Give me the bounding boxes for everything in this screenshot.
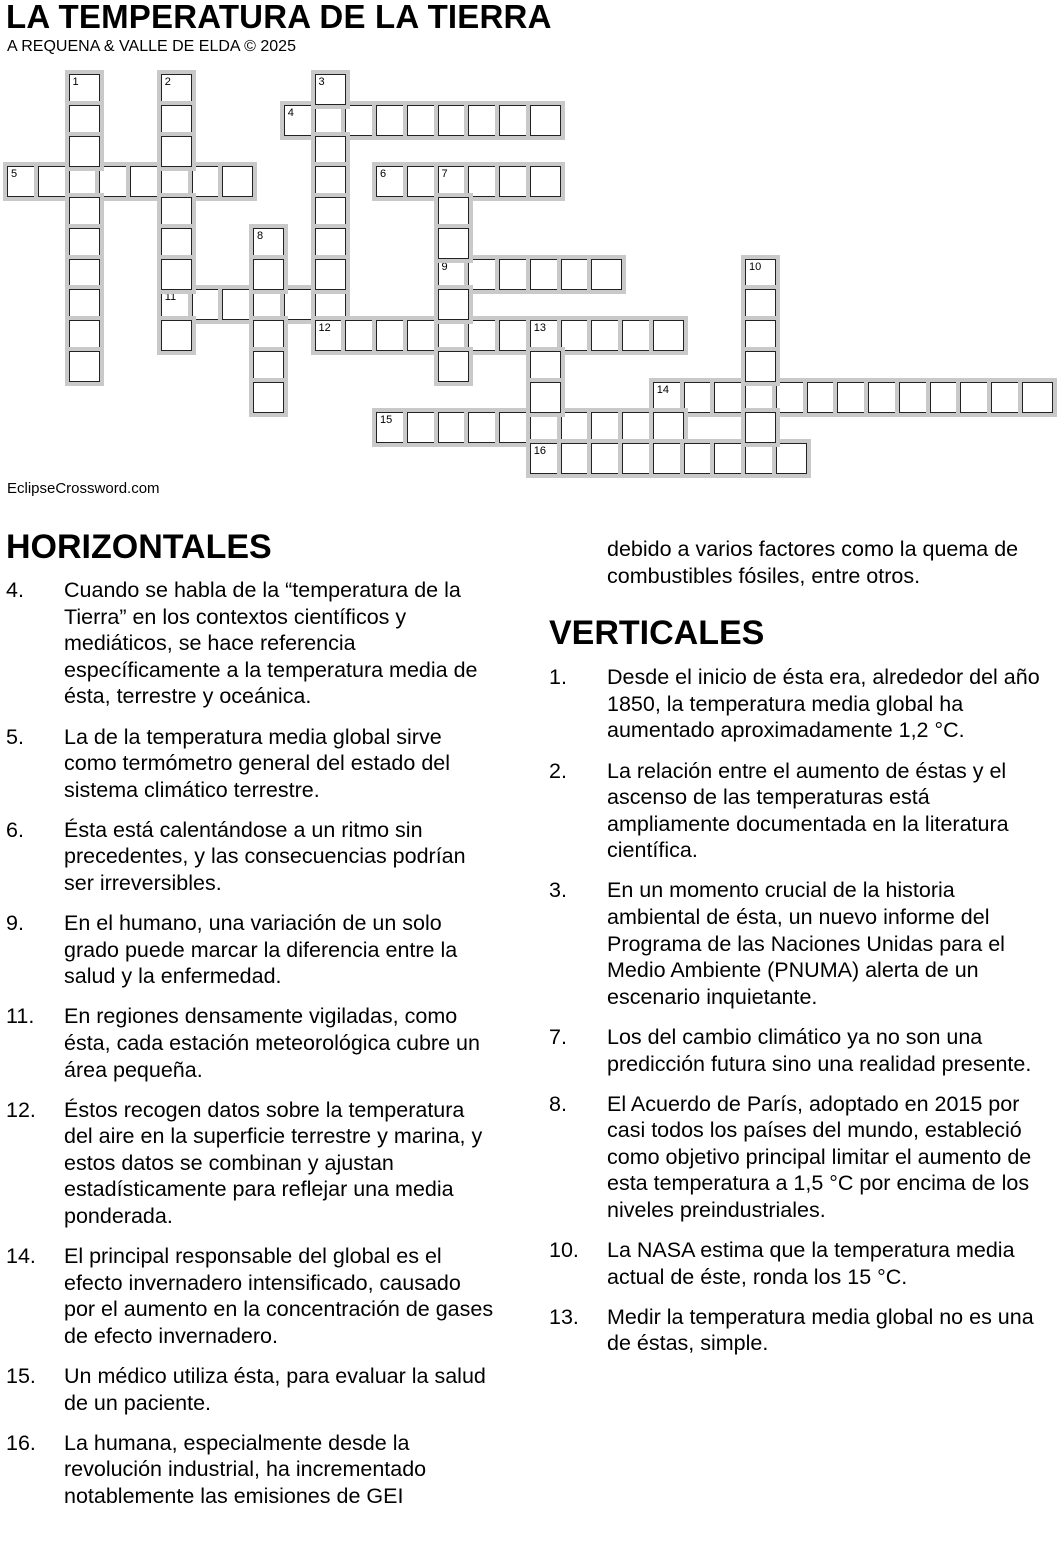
clue-text: Desde el inicio de ésta era, alrededor del año 1850, la temperatura media global ha aumentado aproximadamente 1,2 °C.: [607, 665, 1040, 743]
grid-cell[interactable]: [714, 443, 745, 474]
clue-text: El Acuerdo de París, adoptado en 2015 por casi todos los países del mundo, estableció como objetivo principal limitar el aumento de esta temperatura a 1,5 °C por encima de los niveles preindustriales.: [607, 1091, 1032, 1222]
clue-text: En regiones densamente vigiladas, como ésta, cada estación meteorológica cubre un área pequeña.: [64, 1004, 480, 1082]
grid-cell[interactable]: [253, 259, 284, 290]
clue-number: 1: [72, 76, 79, 88]
grid-cell[interactable]: [161, 136, 192, 167]
grid-cell[interactable]: [315, 259, 346, 290]
grid-cell[interactable]: [468, 166, 499, 197]
grid-cell[interactable]: [222, 289, 253, 320]
clue-number: 2: [164, 76, 171, 88]
grid-cell[interactable]: [499, 412, 530, 443]
vertical-clue: [549, 1091, 1049, 1224]
grid-cell[interactable]: [530, 382, 561, 413]
grid-cell[interactable]: [499, 166, 530, 197]
grid-cell[interactable]: [499, 259, 530, 290]
clue-num: 5.: [6, 724, 24, 749]
grid-cell[interactable]: [468, 105, 499, 136]
grid-cell[interactable]: [807, 382, 838, 413]
clue-num: 8.: [549, 1091, 567, 1116]
clue-num: 6.: [6, 817, 24, 842]
horizontal-clue-continuation: debido a varios factores como la quema de combustibles fósiles, entre otros.: [607, 537, 1019, 588]
vertical-clue: [549, 1237, 1049, 1290]
credit-link[interactable]: EclipseCrossword.com: [7, 480, 160, 497]
grid-cell[interactable]: [345, 320, 376, 351]
grid-cell[interactable]: [69, 259, 100, 290]
grid-cell[interactable]: [438, 320, 469, 351]
grid-cell[interactable]: [284, 105, 315, 136]
grid-cell[interactable]: [745, 382, 776, 413]
grid-cell[interactable]: [653, 320, 684, 351]
grid-cell[interactable]: [468, 320, 499, 351]
grid-cell[interactable]: [253, 351, 284, 382]
grid-cell[interactable]: [653, 382, 684, 413]
grid-cell[interactable]: [745, 320, 776, 351]
grid-cell[interactable]: [69, 289, 100, 320]
grid-cell[interactable]: [837, 382, 868, 413]
clue-number: 3: [318, 76, 325, 88]
grid-cell[interactable]: [622, 412, 653, 443]
clue-number: 11: [164, 291, 177, 304]
clue-num: 9.: [6, 911, 24, 936]
clue-text: Medir la temperatura media global no es una de éstas, simple.: [607, 1304, 1034, 1356]
clues-left-column: [6, 528, 496, 1523]
grid-cell[interactable]: [192, 166, 223, 197]
clues-right-column: [549, 536, 1049, 1370]
grid-cell[interactable]: [899, 382, 930, 413]
grid-cell[interactable]: [315, 105, 346, 136]
grid-cell[interactable]: [591, 320, 622, 351]
grid-cell[interactable]: [69, 105, 100, 136]
clue-text: Ésta está calentándose a un ritmo sin precedentes, y las consecuencias podrían ser irreversibles.: [64, 817, 466, 896]
grid-cell[interactable]: [69, 166, 100, 197]
clue-num: 2.: [549, 758, 567, 783]
clue-text: Éstos recogen datos sobre la temperatura del aire en la superficie terrestre y marina, y estos datos se combinan y ajustan estadísticamente para reflejar una media ponderada.: [64, 1097, 483, 1229]
grid-cell[interactable]: [161, 228, 192, 259]
clue-number: 15: [380, 414, 393, 427]
grid-cell[interactable]: [776, 382, 807, 413]
grid-cell[interactable]: [591, 259, 622, 290]
clue-number: 6: [380, 168, 387, 181]
clue-num: 10.: [549, 1238, 579, 1263]
grid-cell[interactable]: [530, 259, 561, 290]
grid-cell[interactable]: [407, 412, 438, 443]
grid-cell[interactable]: [776, 443, 807, 474]
grid-cell[interactable]: [69, 74, 100, 105]
grid-cell[interactable]: [407, 166, 438, 197]
grid-cell[interactable]: [930, 382, 961, 413]
grid-cell[interactable]: [376, 412, 407, 443]
grid-cell[interactable]: [868, 382, 899, 413]
grid-cell[interactable]: [99, 166, 130, 197]
grid-cell[interactable]: [376, 105, 407, 136]
grid-cell[interactable]: [253, 228, 284, 259]
grid-cell[interactable]: [376, 320, 407, 351]
horizontal-clue: [6, 1003, 496, 1083]
grid-cell[interactable]: [38, 166, 69, 197]
clue-text: El principal responsable del global es el efecto invernadero intensificado, causado por el aumento en la concentración de gases de efecto invernadero.: [64, 1244, 494, 1348]
grid-cell[interactable]: [468, 259, 499, 290]
vertical-clue-list: [549, 664, 1049, 1357]
clue-number: 10: [749, 260, 762, 273]
grid-cell[interactable]: [315, 136, 346, 167]
grid-cell[interactable]: [315, 166, 346, 197]
clue-number: 14: [656, 383, 669, 396]
grid-cell[interactable]: [130, 166, 161, 197]
puzzle-subtitle: A REQUENA & VALLE DE ELDA © 2025: [7, 38, 296, 55]
clue-num: 14.: [6, 1244, 36, 1269]
grid-cell[interactable]: [438, 351, 469, 382]
grid-cell[interactable]: [684, 443, 715, 474]
grid-cell[interactable]: [561, 320, 592, 351]
clue-number: 8: [257, 229, 264, 242]
clue-text: Los del cambio climático ya no son una predicción futura sino una realidad presente.: [607, 1024, 1032, 1076]
grid-cell[interactable]: [345, 105, 376, 136]
horizontal-clue: [6, 577, 496, 710]
clue-num: 1.: [549, 665, 567, 690]
clue-text: Un médico utiliza ésta, para evaluar la salud de un paciente.: [64, 1364, 486, 1415]
grid-cell[interactable]: [622, 443, 653, 474]
grid-cell[interactable]: [530, 351, 561, 382]
grid-cell[interactable]: [438, 289, 469, 320]
clue-num: 3.: [549, 878, 567, 903]
grid-cell[interactable]: [960, 382, 991, 413]
grid-cell[interactable]: [438, 259, 469, 290]
horizontal-clue: [6, 1430, 496, 1510]
clue-text: En un momento crucial de la historia ambiental de ésta, un nuevo informe del Programa de las Naciones Unidas para el Medio Ambiente (PNUMA) alerta de un escenario inquietante.: [607, 878, 1005, 1009]
grid-cell[interactable]: [745, 289, 776, 320]
grid-cell[interactable]: [745, 443, 776, 474]
horizontal-heading: HORIZONTALES: [6, 528, 272, 566]
clue-text: Cuando se habla de la “temperatura de la Tierra” en los contextos científicos y mediáticos, se hace referencia específicamente a la temperatura media de ésta, terrestre y oceánica.: [64, 578, 478, 709]
grid-cell[interactable]: [161, 289, 192, 320]
grid-cell[interactable]: [684, 382, 715, 413]
grid-cell[interactable]: [69, 228, 100, 259]
horizontal-clue: [6, 817, 496, 897]
horizontal-clue: [6, 910, 496, 990]
grid-cell[interactable]: [561, 412, 592, 443]
clue-number: 7: [441, 168, 448, 181]
grid-cell[interactable]: [438, 228, 469, 259]
clue-num: 16.: [6, 1430, 36, 1455]
grid-cell[interactable]: [376, 166, 407, 197]
clue-number: 4: [287, 106, 294, 119]
grid-cell[interactable]: [407, 105, 438, 136]
clue-num: 11.: [6, 1004, 35, 1029]
horizontal-clue-list: [6, 577, 496, 1509]
grid-cell[interactable]: [192, 289, 223, 320]
clue-text: La relación entre el aumento de éstas y el ascenso de las temperaturas está ampliamente documentada en la literatura científica.: [607, 758, 1009, 863]
grid-cell[interactable]: [1022, 382, 1053, 413]
grid-cell[interactable]: [622, 320, 653, 351]
grid-cell[interactable]: [438, 105, 469, 136]
grid-cell[interactable]: [714, 382, 745, 413]
grid-cell[interactable]: [591, 412, 622, 443]
horizontal-clue: [6, 1097, 496, 1230]
grid-cell[interactable]: [161, 320, 192, 351]
grid-cell[interactable]: [530, 320, 561, 351]
grid-cell[interactable]: [161, 197, 192, 228]
clue-number: 5: [11, 168, 18, 181]
clue-num: 4.: [6, 578, 24, 603]
clue-number: 12: [318, 322, 331, 334]
grid-cell[interactable]: [69, 320, 100, 351]
grid-cell[interactable]: [284, 289, 315, 320]
grid-cell[interactable]: [161, 166, 192, 197]
horizontal-clue: [6, 724, 496, 804]
horizontal-clue: [6, 1363, 496, 1416]
puzzle-title: LA TEMPERATURA DE LA TIERRA: [6, 0, 552, 35]
clue-text: La de la temperatura media global sirve como termómetro general del estado del sistema climático terrestre.: [64, 724, 451, 802]
vertical-clue: [549, 1024, 1049, 1077]
grid-cell[interactable]: [69, 136, 100, 167]
grid-cell[interactable]: [253, 382, 284, 413]
clue-num: 15.: [6, 1364, 36, 1389]
grid-cell[interactable]: [745, 351, 776, 382]
grid-cell[interactable]: [315, 228, 346, 259]
grid-cell[interactable]: [561, 259, 592, 290]
grid-cell[interactable]: [530, 105, 561, 136]
grid-cell[interactable]: [561, 443, 592, 474]
vertical-clue: [549, 1304, 1049, 1357]
clue-num: 7.: [549, 1024, 567, 1049]
grid-cell[interactable]: [161, 105, 192, 136]
grid-cell[interactable]: [253, 289, 284, 320]
grid-cell[interactable]: [222, 166, 253, 197]
clue-number: 9: [441, 260, 448, 273]
clue-num: 13.: [549, 1304, 579, 1329]
crossword-grid: [0, 0, 1058, 490]
grid-cell[interactable]: [315, 197, 346, 228]
vertical-clue: [549, 758, 1049, 864]
vertical-heading: VERTICALES: [549, 614, 765, 653]
clue-text: En el humano, una variación de un solo grado puede marcar la diferencia entre la salud y la enfermedad.: [64, 911, 458, 989]
grid-cell[interactable]: [315, 74, 346, 105]
grid-cell[interactable]: [161, 259, 192, 290]
grid-cell[interactable]: [591, 443, 622, 474]
grid-cell[interactable]: [530, 443, 561, 474]
grid-cell[interactable]: [991, 382, 1022, 413]
grid-cell[interactable]: [653, 443, 684, 474]
grid-cell[interactable]: [69, 197, 100, 228]
clue-number: 13: [533, 322, 546, 334]
grid-cell[interactable]: [407, 320, 438, 351]
grid-cell[interactable]: [530, 412, 561, 443]
grid-cell[interactable]: [161, 74, 192, 105]
grid-cell[interactable]: [499, 105, 530, 136]
grid-cell[interactable]: [315, 289, 346, 320]
vertical-clue: [549, 877, 1049, 1010]
grid-cell[interactable]: [315, 320, 346, 351]
grid-cell[interactable]: [745, 412, 776, 443]
grid-cell[interactable]: [7, 166, 38, 197]
vertical-clue: [549, 664, 1049, 744]
grid-cell[interactable]: [530, 166, 561, 197]
grid-cell[interactable]: [253, 320, 284, 351]
clue-number: 16: [533, 445, 546, 457]
grid-cell[interactable]: [745, 259, 776, 290]
grid-cell[interactable]: [499, 320, 530, 351]
clue-text: La NASA estima que la temperatura media actual de éste, ronda los 15 °C.: [607, 1238, 1015, 1289]
grid-cell[interactable]: [438, 197, 469, 228]
grid-cell[interactable]: [468, 412, 499, 443]
grid-cell[interactable]: [69, 351, 100, 382]
grid-cell[interactable]: [438, 412, 469, 443]
horizontal-clue: [6, 1243, 496, 1349]
clue-text: La humana, especialmente desde la revolución industrial, ha incrementado notablemente las emisiones de GEI: [64, 1430, 427, 1508]
grid-cell[interactable]: [438, 166, 469, 197]
grid-cell[interactable]: [653, 412, 684, 443]
clue-num: 12.: [6, 1097, 36, 1122]
